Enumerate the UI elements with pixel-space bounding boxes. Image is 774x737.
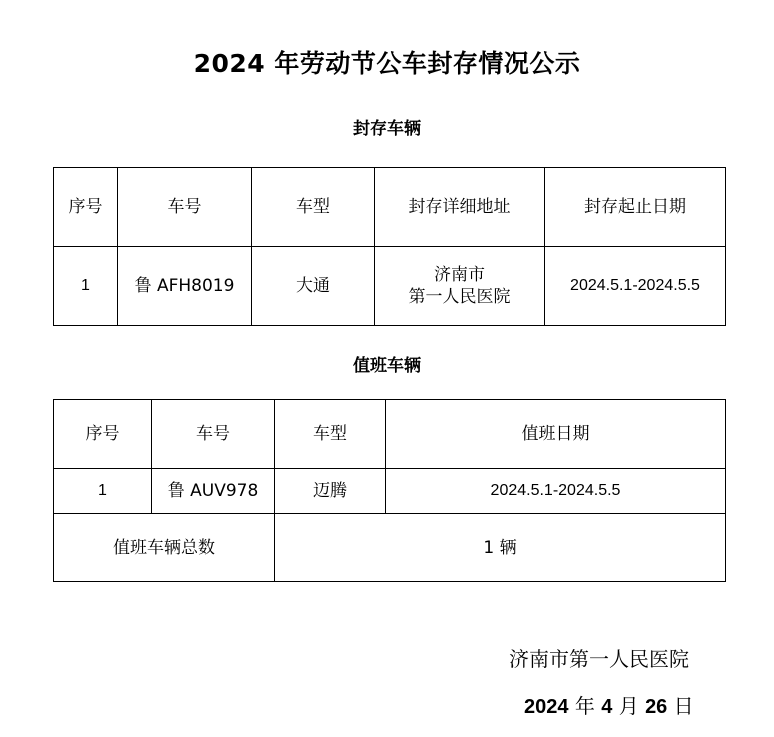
duty-vehicles-table [53, 399, 726, 582]
header-cell-index: 序号 [54, 400, 152, 469]
header-cell-model: 车型 [252, 168, 375, 247]
header-cell-index: 序号 [54, 168, 118, 247]
date-day-unit: 日 [673, 694, 694, 718]
cell-plate: 鲁 AUV978 [152, 469, 275, 514]
total-row [54, 514, 726, 582]
cell-model: 迈腾 [275, 469, 386, 514]
header-cell-address: 封存详细地址 [375, 168, 545, 247]
cell-index: 1 [54, 469, 152, 514]
table-row [54, 469, 726, 514]
table-header-row [54, 168, 726, 247]
address-line-2: 第一人民医院 [408, 287, 511, 307]
header-cell-dates: 封存起止日期 [545, 168, 726, 247]
header-cell-plate: 车号 [118, 168, 252, 247]
header-cell-dates: 值班日期 [386, 400, 726, 469]
total-value: 1 辆 [275, 514, 726, 582]
total-label: 值班车辆总数 [54, 514, 275, 582]
cell-dates: 2024.5.1-2024.5.5 [545, 247, 726, 326]
date-month-unit: 月 [618, 694, 639, 718]
sealed-section-heading: 封存车辆 [353, 119, 421, 139]
date-year: 2024 [524, 696, 569, 718]
cell-plate: 鲁 AFH8019 [118, 247, 252, 326]
header-cell-plate: 车号 [152, 400, 275, 469]
issuing-organization: 济南市第一人民医院 [509, 647, 689, 671]
cell-address [375, 247, 545, 326]
table-row [54, 247, 726, 326]
header-cell-model: 车型 [275, 400, 386, 469]
date-year-unit: 年 [574, 694, 595, 718]
cell-dates: 2024.5.1-2024.5.5 [386, 469, 726, 514]
sealed-vehicles-table [53, 167, 726, 326]
duty-section-heading: 值班车辆 [353, 356, 421, 376]
address-line-1: 济南市 [434, 265, 485, 285]
date-month: 4 [601, 696, 613, 718]
issue-date [524, 690, 694, 719]
cell-model: 大通 [252, 247, 375, 326]
page-title: 2024 年劳动节公车封存情况公示 [193, 49, 581, 78]
date-day: 26 [645, 696, 668, 718]
cell-index: 1 [54, 247, 118, 326]
table-header-row [54, 400, 726, 469]
